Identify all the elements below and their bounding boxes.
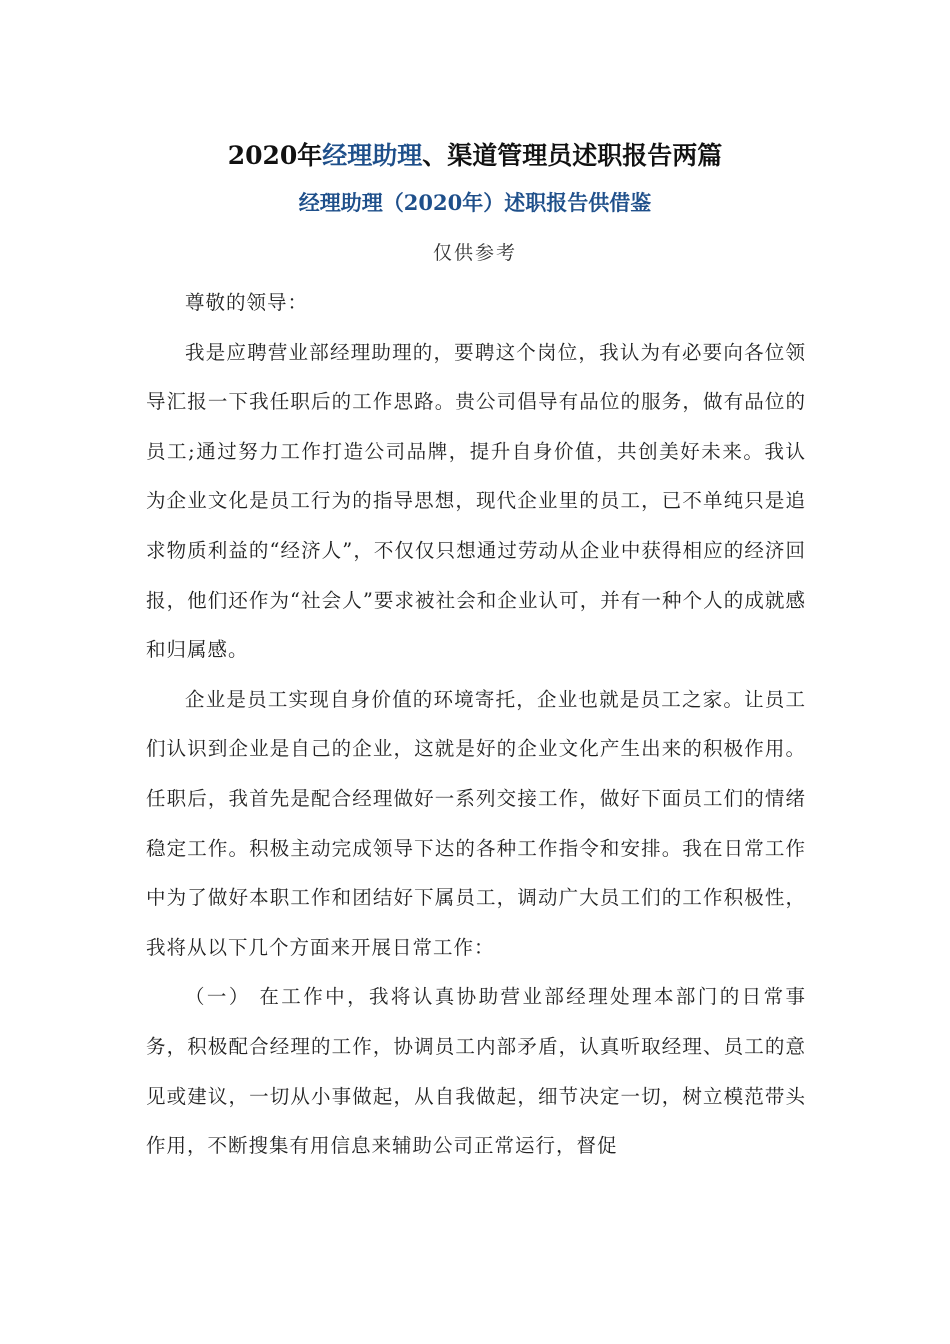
title-prefix: 2020年 bbox=[227, 141, 323, 170]
reference-note: 仅供参考 bbox=[432, 242, 517, 264]
document-title bbox=[0, 136, 950, 172]
title-highlight: 经理助理 bbox=[322, 141, 423, 170]
document-subtitle: 经理助理（2020年）述职报告供借鉴 bbox=[298, 190, 652, 215]
title-suffix: 、渠道管理员述职报告两篇 bbox=[422, 141, 723, 170]
salutation: 尊敬的领导： bbox=[185, 291, 309, 314]
body-paragraph: 企业是员工实现自身价值的环境寄托，企业也就是员工之家。让员工们认识到企业是自己的企业，这就是好的企业文化产生出来的积极作用。任职后，我首先是配合经理做好一系列交接工作，做好下面员工们的情绪稳定工作。积极主动完成领导下达的各种工作指令和安排。我在日常工作中为了做好本职工作和团结好下属员工，调动广大员工们的工作积极性，我将从以下几个方面来开展日常工作： bbox=[146, 687, 806, 959]
document-body bbox=[146, 278, 806, 1171]
body-paragraph: 我是应聘营业部经理助理的，要聘这个岗位，我认为有必要向各位领导汇报一下我任职后的工作思路。贵公司倡导有品位的服务，做有品位的员工;通过努力工作打造公司品牌，提升自身价值，共创美好未来。我认为企业文化是员工行为的指导思想，现代企业里的员工，已不单纯只是追求物质利益的“经济人”，不仅仅只想通过劳动从企业中获得相应的经济回报，他们还作为“社会人”要求被社会和企业认可，并有一种个人的成就感和归属感。 bbox=[146, 340, 806, 662]
body-paragraph: （一） 在工作中，我将认真协助营业部经理处理本部门的日常事务，积极配合经理的工作，协调员工内部矛盾，认真听取经理、员工的意见或建议，一切从小事做起，从自我做起，细节决定一切，树立模范带头作用，不断搜集有用信息来辅助公司正常运行，督促 bbox=[146, 985, 806, 1158]
